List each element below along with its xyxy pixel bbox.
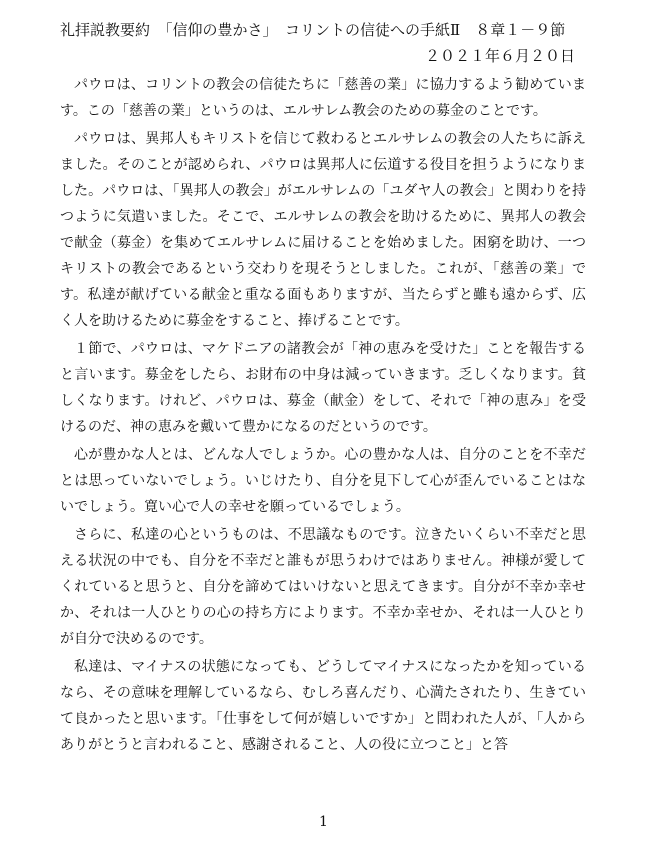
paragraph-3: １節で、パウロは、マケドニアの諸教会が「神の恵みを受けた」ことを報告すると言います。募金をしたら、お財布の中身は減っていきます。乏しくなります。貧しくなります。けれど、パウロは、募金（献金）をして、それで「神の恵み」を受けるのだ、神の恵みを戴いて豊かになるのだというのです。 [60,341,586,435]
sermon-date: ２０２１年６月２０日 [424,47,575,65]
paragraph-5: さらに、私達の心というものは、不思議なものです。泣きたいくらい不幸だと思える状況の中でも、自分を不幸だと誰もが思うわけではありません。神様が愛してくれていると思うと、自分を諦めてはいけないと思えてきます。自分が不幸か幸せか、それは一人ひとりの心の持ち方によります。不幸か幸せか、それは一人ひとりが自分で決めるのです。 [60,527,586,647]
paragraph-4: 心が豊かな人とは、どんな人でしょうか。心の豊かな人は、自分のことを不幸だとは思っていないでしょう。いじけたり、自分を見下して心が歪んでいることはないでしょう。寛い心で人の幸せを願っているでしょう。 [60,447,586,515]
page-number: 1 [319,814,328,830]
paragraph-1: パウロは、コリントの教会の信徒たちに「慈善の業」に協力するよう勧めています。この「慈善の業」というのは、エルサレム教会のための募金のことです。 [60,77,586,119]
sermon-body [60,72,586,758]
paragraph-2: パウロは、異邦人もキリストを信じて救わるとエルサレムの教会の人たちに訴えました。そのことが認められ、パウロは異邦人に伝道する役目を担うようになりました。パウロは、「異邦人の教会」がエルサレムの「ユダヤ人の教会」と関わりを持つように気遣いました。そこで、エルサレムの教会を助けるために、異邦人の教会で献金（募金）を集めてエルサレムに届けることを始めました。困窮を助け、一つキリストの教会であるという交わりを現そうとしました。これが、「慈善の業」です。私達が献げている献金と重なる面もありますが、当たらずと雖も遠からず、広く人を助けるために募金をすること、捧げることです。 [60,131,586,329]
paragraph-6: 私達は、マイナスの状態になっても、どうしてマイナスになったかを知っているなら、その意味を理解しているなら、むしろ喜んだり、心満たされたり、生きていて良かったと思います。「仕事をして何が嬉しいですか」と問われた人が、「人からありがとうと言われること、感謝されること、人の役に立つこと」と答 [60,659,586,753]
sermon-title: 礼拝説教要約 「信仰の豊かさ」 コリントの信徒への手紙Ⅱ ８章１－９節 [60,21,566,39]
